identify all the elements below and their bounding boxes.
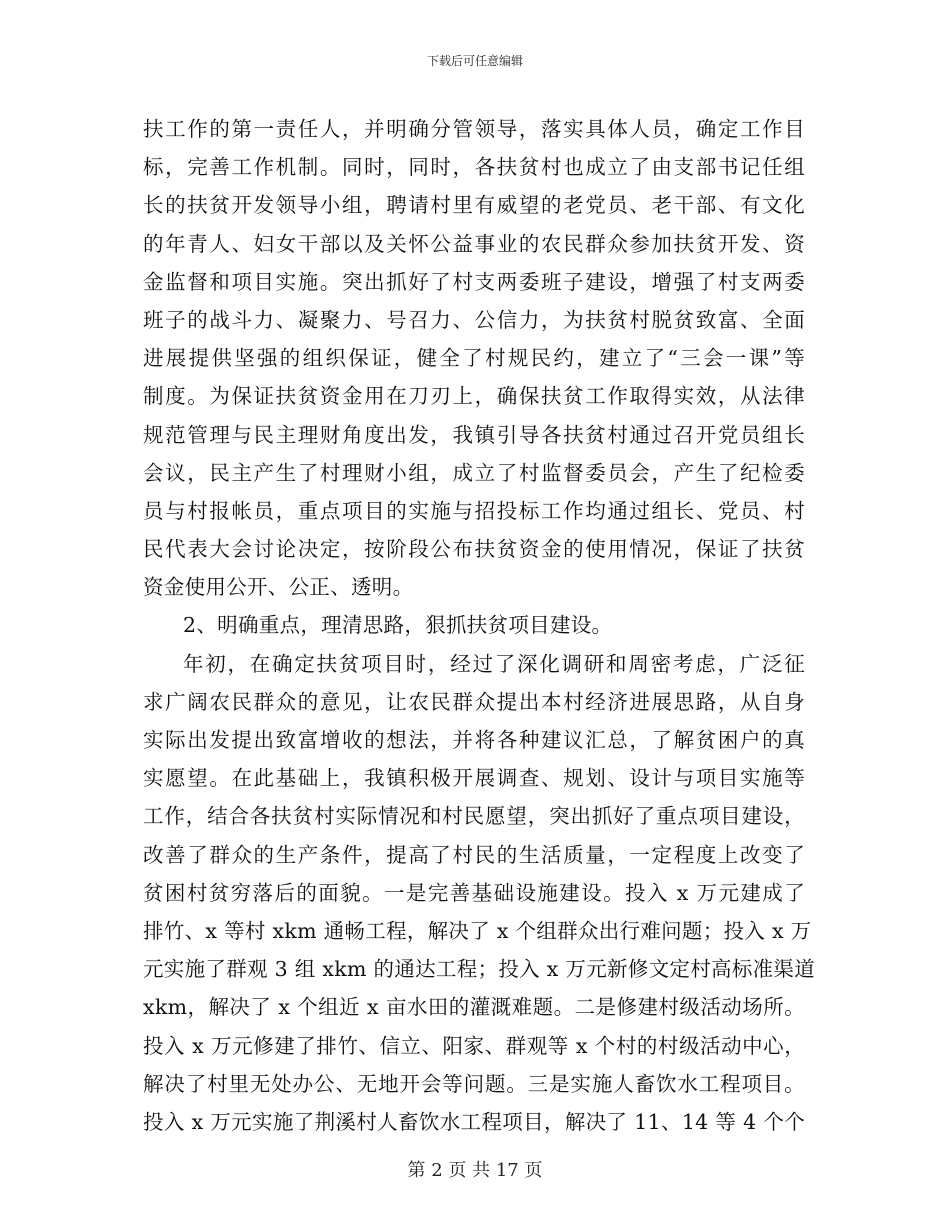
body-text — [143, 110, 816, 1141]
text-line: 投入 x 万元实施了荆溪村人畜饮水工程项目，解决了 11、14 等 4 个个 — [143, 1109, 805, 1134]
text-line: 工作，结合各扶贫村实际情况和村民愿望，突出抓好了重点项目建设， — [143, 804, 805, 829]
text-line: 制度。为保证扶贫资金用在刀刃上，确保扶贫工作取得实效，从法律 — [143, 384, 805, 409]
text-line: 实际出发提出致富增收的想法，并将各种建议汇总，了解贫困户的真 — [143, 728, 805, 752]
text-line: 改善了群众的生产条件，提高了村民的生活质量，一定程度上改变了 — [143, 842, 805, 867]
text-line: 元实施了群观 3 组 xkm 的通达工程；投入 x 万元新修文定村高标准渠道 — [143, 957, 816, 982]
text-line: 贫困村贫穷落后的面貌。一是完善基础设施建设。投入 x 万元建成了 — [143, 880, 805, 905]
page-header: 下载后可任意编辑 — [426, 54, 523, 68]
section-heading: 2、明确重点，理清思路，狠抓扶贫项目建设。 — [183, 613, 613, 638]
text-line: 资金使用公开、公正、透明。 — [143, 575, 414, 600]
text-line: 民代表大会讨论决定，按阶段公布扶贫资金的使用情况，保证了扶贫 — [143, 537, 805, 562]
text-line: 投入 x 万元修建了排竹、信立、阳家、群观等 x 个村的村级活动中心， — [143, 1033, 805, 1058]
text-line: 会议，民主产生了村理财小组，成立了村监督委员会，产生了纪检委 — [143, 460, 805, 485]
text-line: 班子的战斗力、凝聚力、号召力、公信力，为扶贫村脱贫致富、全面 — [143, 307, 805, 332]
text-line: 解决了村里无处办公、无地开会等问题。三是实施人畜饮水工程项目。 — [143, 1071, 805, 1096]
text-line: 的年青人、妇女干部以及关怀公益事业的农民群众参加扶贫开发、资 — [143, 231, 805, 256]
text-line: 标，完善工作机制。同时，同时，各扶贫村也成立了由支部书记任组 — [143, 155, 805, 180]
text-line: 排竹、x 等村 xkm 通畅工程，解决了 x 个组群众出行难问题；投入 x 万 — [143, 918, 812, 943]
text-line: 实愿望。在此基础上，我镇积极开展调查、规划、设计与项目实施等 — [143, 766, 805, 791]
text-line: 求广阔农民群众的意见，让农民群众提出本村经济进展思路，从自身 — [143, 689, 805, 714]
text-line: 扶工作的第一责任人，并明确分管领导，落实具体人员，确定工作目 — [143, 117, 805, 141]
text-line: 进展提供坚强的组织保证，健全了村规民约，建立了“三会一课”等 — [143, 346, 805, 371]
text-line: 员与村报帐员，重点项目的实施与招投标工作均通过组长、党员、村 — [143, 498, 805, 523]
text-line: xkm，解决了 x 个组近 x 亩水田的灌溉难题。二是修建村级活动场所。 — [143, 995, 805, 1020]
text-line: 长的扶贫开发领导小组，聘请村里有威望的老党员、老干部、有文化 — [143, 193, 805, 218]
text-line: 规范管理与民主理财角度出发，我镇引导各扶贫村通过召开党员组长 — [143, 422, 805, 447]
page-footer: 第 2 页 共 17 页 — [407, 1160, 543, 1181]
text-line: 年初，在确定扶贫项目时，经过了深化调研和周密考虑，广泛征 — [183, 651, 805, 676]
text-line: 金监督和项目实施。突出抓好了村支两委班子建设，增强了村支两委 — [143, 269, 805, 294]
